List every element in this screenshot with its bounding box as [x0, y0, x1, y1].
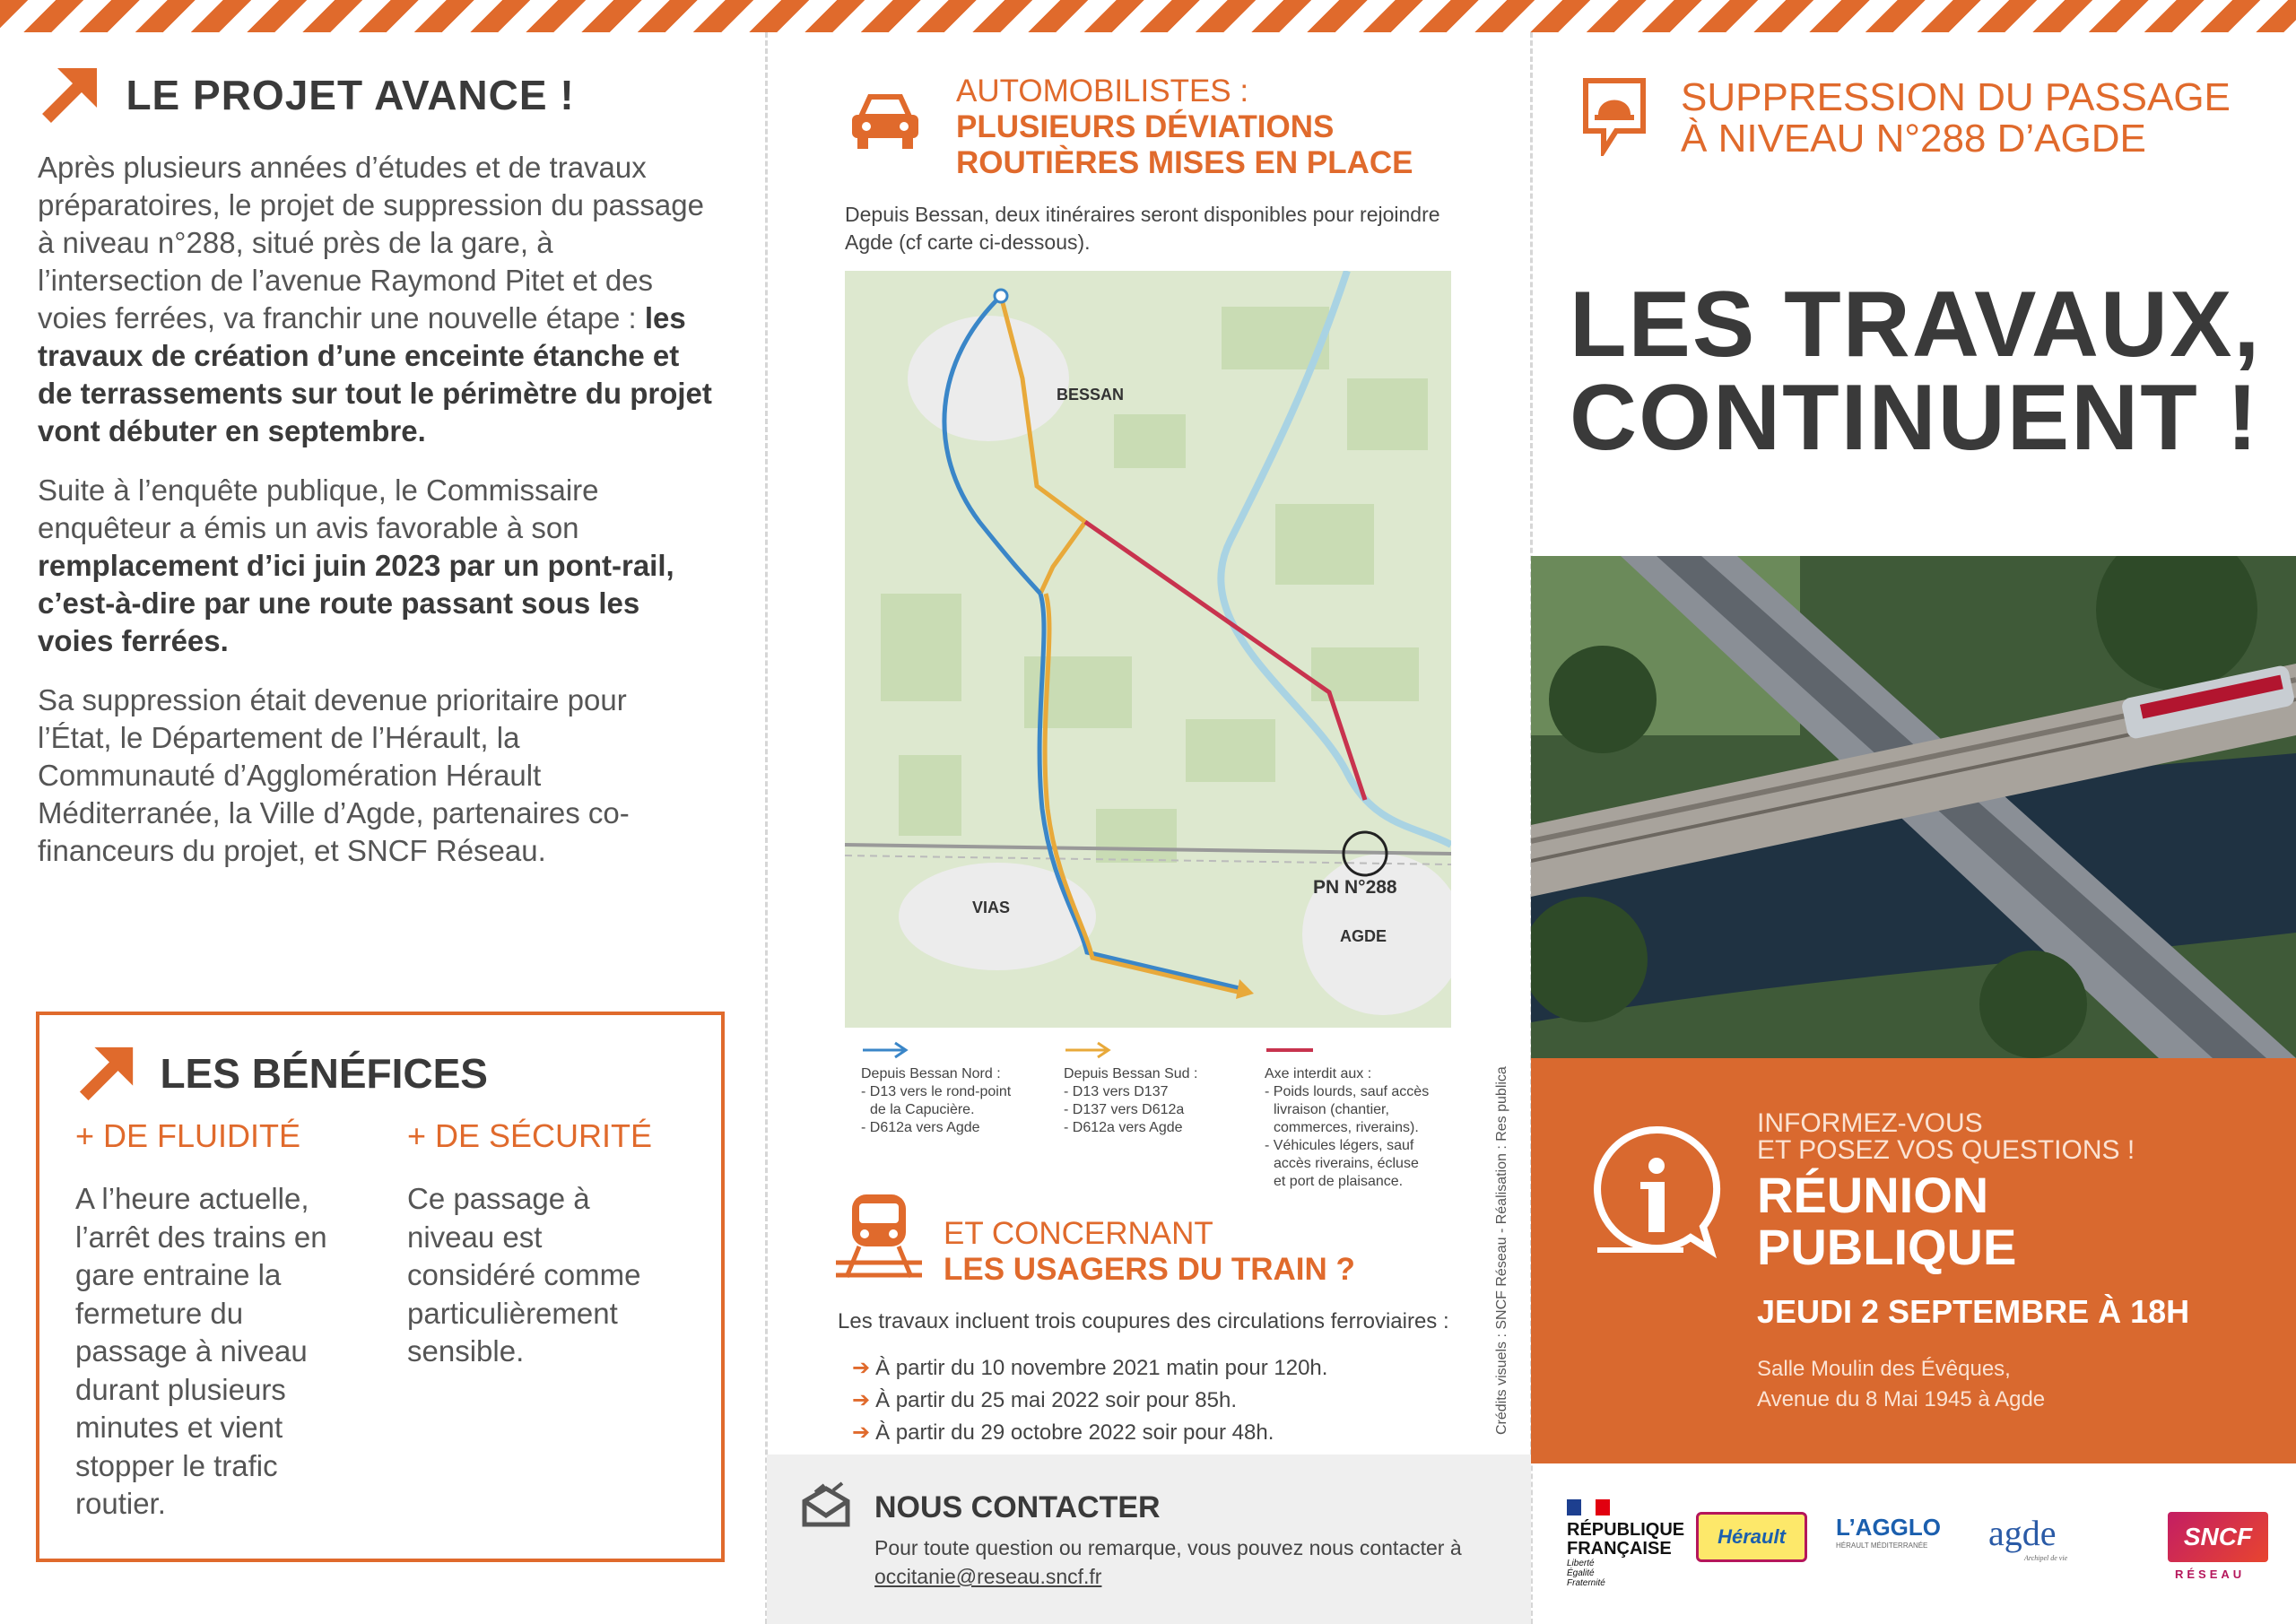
legend-sud-line: Depuis Bessan Sud :: [1064, 1066, 1198, 1081]
project-title: LE PROJET AVANCE !: [126, 72, 575, 118]
legend-sud-line: - D137 vers D612a: [1064, 1102, 1185, 1117]
legend-interdit: [1265, 1040, 1429, 1191]
train-title-line-2: LES USAGERS DU TRAIN ?: [944, 1252, 1355, 1287]
sncf-logo: SNCF: [2168, 1512, 2268, 1562]
project-paragraph-1: Après plusieurs années d’études et de travaux préparatoires, le projet de suppression du passage à niveau n°288, situé près de la gare, à l’intersection de l’avenue Raymond Pitet et des voies ferrées, va franchir une nouvelle étape : les travaux de création d’une enceinte étanche et de terrassements sur tout le périmètre du projet vont débuter en septembre.: [38, 151, 712, 447]
project-paragraph-2: Suite à l’enquête publique, le Commissaire enquêteur a émis un avis favorable à son remplacement d’ici juin 2023 par un pont-rail, c’est-à-dire par une route passant sous les voies ferrées.: [38, 473, 674, 657]
worker-helmet-icon: [1580, 75, 1648, 156]
list-item: ➔ À partir du 29 octobre 2022 soir pour 48h.: [852, 1417, 1327, 1449]
sncf-reseau-label: RÉSEAU: [2175, 1568, 2246, 1581]
train-title-line-1: ET CONCERNANT: [944, 1216, 1213, 1251]
legend-nord-line: - D612a vers Agde: [861, 1120, 980, 1135]
legend-interdit-line: accès riverains, écluse: [1274, 1156, 1419, 1171]
republique-francaise-logo: RÉPUBLIQUE FRANÇAISE Liberté Égalité Fraternité: [1567, 1499, 1684, 1588]
main-headline: [1570, 273, 2262, 470]
legend-interdit-line: et port de plaisance.: [1274, 1174, 1404, 1189]
red-line-icon: [1265, 1040, 1315, 1060]
fold-divider-1: [765, 32, 768, 1624]
legend-interdit-line: Axe interdit aux :: [1265, 1066, 1372, 1081]
detour-map: [845, 271, 1451, 1028]
info-bubble-icon: [1585, 1119, 1728, 1263]
legend-sud: [1064, 1040, 1197, 1137]
benefit-security-text: Ce passage à niveau est considéré comme particulièrement sensible.: [407, 1182, 641, 1368]
bridge-rendering: [1531, 556, 2296, 1058]
map-label-bessan: BESSAN: [1057, 386, 1125, 404]
map-label-pn288: PN N°288: [1313, 877, 1397, 898]
operation-heading-line-1: SUPPRESSION DU PASSAGE: [1681, 75, 2231, 119]
train-heading: [944, 1216, 1355, 1288]
info-intro: INFORMEZ-VOUS ET POSEZ VOS QUESTIONS !: [1757, 1108, 2135, 1165]
bridge-rendering-photo: [1531, 556, 2296, 1058]
drivers-title-line-2: PLUSIEURS DÉVIATIONS: [956, 109, 1335, 144]
contact-section: [767, 1455, 1531, 1624]
legend-interdit-line: livraison (chantier,: [1274, 1102, 1389, 1117]
legend-interdit-line: commerces, riverains).: [1274, 1120, 1419, 1135]
operation-heading: [1681, 77, 2231, 160]
map-label-agde: AGDE: [1340, 927, 1387, 945]
credits: Crédits visuels : SNCF Réseau - Réalisation : Res publica: [1494, 1066, 1509, 1435]
arrow-up-right-icon: [38, 63, 102, 127]
legend-nord: [861, 1040, 1011, 1137]
legend-sud-line: - D612a vers Agde: [1064, 1120, 1183, 1135]
map-label-vias: VIAS: [972, 899, 1011, 916]
legend-interdit-line: - Poids lourds, sauf accès: [1265, 1084, 1430, 1099]
drivers-title-line-1: AUTOMOBILISTES :: [956, 74, 1249, 109]
agde-logo: agde Archipel de vie: [1988, 1513, 2068, 1562]
public-meeting-box: [1531, 1058, 2296, 1463]
car-icon: [847, 90, 924, 154]
train-icon: [832, 1191, 926, 1284]
envelope-icon: [797, 1481, 855, 1532]
meeting-title: RÉUNION PUBLIQUE: [1757, 1167, 2017, 1275]
map-drawing: [845, 271, 1451, 1028]
operation-heading-line-2: À NIVEAU N°288 D’AGDE: [1681, 117, 2146, 161]
contact-text: Pour toute question ou remarque, vous pouvez nous contacter à occitanie@reseau.sncf.fr: [874, 1536, 1462, 1588]
project-heading: [38, 63, 719, 127]
meeting-location: Salle Moulin des Évêques, Avenue du 8 Mai 1945 à Agde: [1757, 1357, 2046, 1411]
benefit-fluidity-title: + DE FLUIDITÉ: [75, 1117, 301, 1154]
contact-email-link[interactable]: occitanie@reseau.sncf.fr: [874, 1565, 1102, 1588]
arrow-up-right-icon: [75, 1042, 138, 1105]
legend-nord-line: - D13 vers le rond-point: [861, 1084, 1012, 1099]
train-interruptions-list: [852, 1352, 1327, 1449]
benefit-fluidity-text: A l’heure actuelle, l’arrêt des trains en gare entraine la fermeture du passage à niveau durant plusieurs minutes et vient stopper le trafic routier.: [75, 1182, 327, 1520]
drivers-title-line-3: ROUTIÈRES MISES EN PLACE: [956, 145, 1413, 180]
legend-nord-line: de la Capucière.: [870, 1102, 975, 1117]
drivers-intro: Depuis Bessan, deux itinéraires seront disponibles pour rejoindre Agde (cf carte ci-dessous).: [845, 203, 1440, 254]
agglo-logo: L’AGGLO HÉRAULT MÉDITERRANÉE: [1836, 1514, 1941, 1550]
project-section: [38, 63, 719, 870]
train-description: Les travaux incluent trois coupures des circulations ferroviaires :: [838, 1309, 1449, 1333]
meeting-date: JEUDI 2 SEPTEMBRE À 18H: [1757, 1293, 2190, 1330]
project-paragraph-3: Sa suppression était devenue prioritaire pour l’État, le Département de l’Hérault, la Communauté d’Agglomération Hérault Méditerranée, la Ville d’Agde, partenaires co-financeurs du projet, et SNCF Réseau.: [38, 683, 630, 867]
benefits-box: [36, 1012, 725, 1562]
benefit-security-title: + DE SÉCURITÉ: [407, 1117, 653, 1154]
list-item: ➔ À partir du 25 mai 2022 soir pour 85h.: [852, 1385, 1327, 1417]
legend-nord-line: Depuis Bessan Nord :: [861, 1066, 1001, 1081]
benefit-security: [407, 1117, 667, 1524]
herault-logo: Hérault: [1696, 1512, 1807, 1562]
contact-title: NOUS CONTACTER: [874, 1490, 1161, 1524]
benefits-heading: [75, 1042, 685, 1105]
drivers-heading: [956, 74, 1413, 181]
partner-logos: [1531, 1463, 2296, 1624]
main-headline-line-2: CONTINUENT !: [1570, 366, 2260, 470]
blue-arrow-icon: [861, 1040, 911, 1060]
yellow-arrow-icon: [1064, 1040, 1114, 1060]
benefit-fluidity: [75, 1117, 344, 1524]
benefits-title: LES BÉNÉFICES: [160, 1050, 488, 1097]
list-item: ➔ À partir du 10 novembre 2021 matin pour 120h.: [852, 1352, 1327, 1385]
legend-interdit-line: - Véhicules légers, sauf: [1265, 1138, 1414, 1153]
hazard-stripes: [0, 0, 2296, 32]
main-headline-line-1: LES TRAVAUX,: [1570, 273, 2262, 377]
legend-sud-line: - D13 vers D137: [1064, 1084, 1169, 1099]
